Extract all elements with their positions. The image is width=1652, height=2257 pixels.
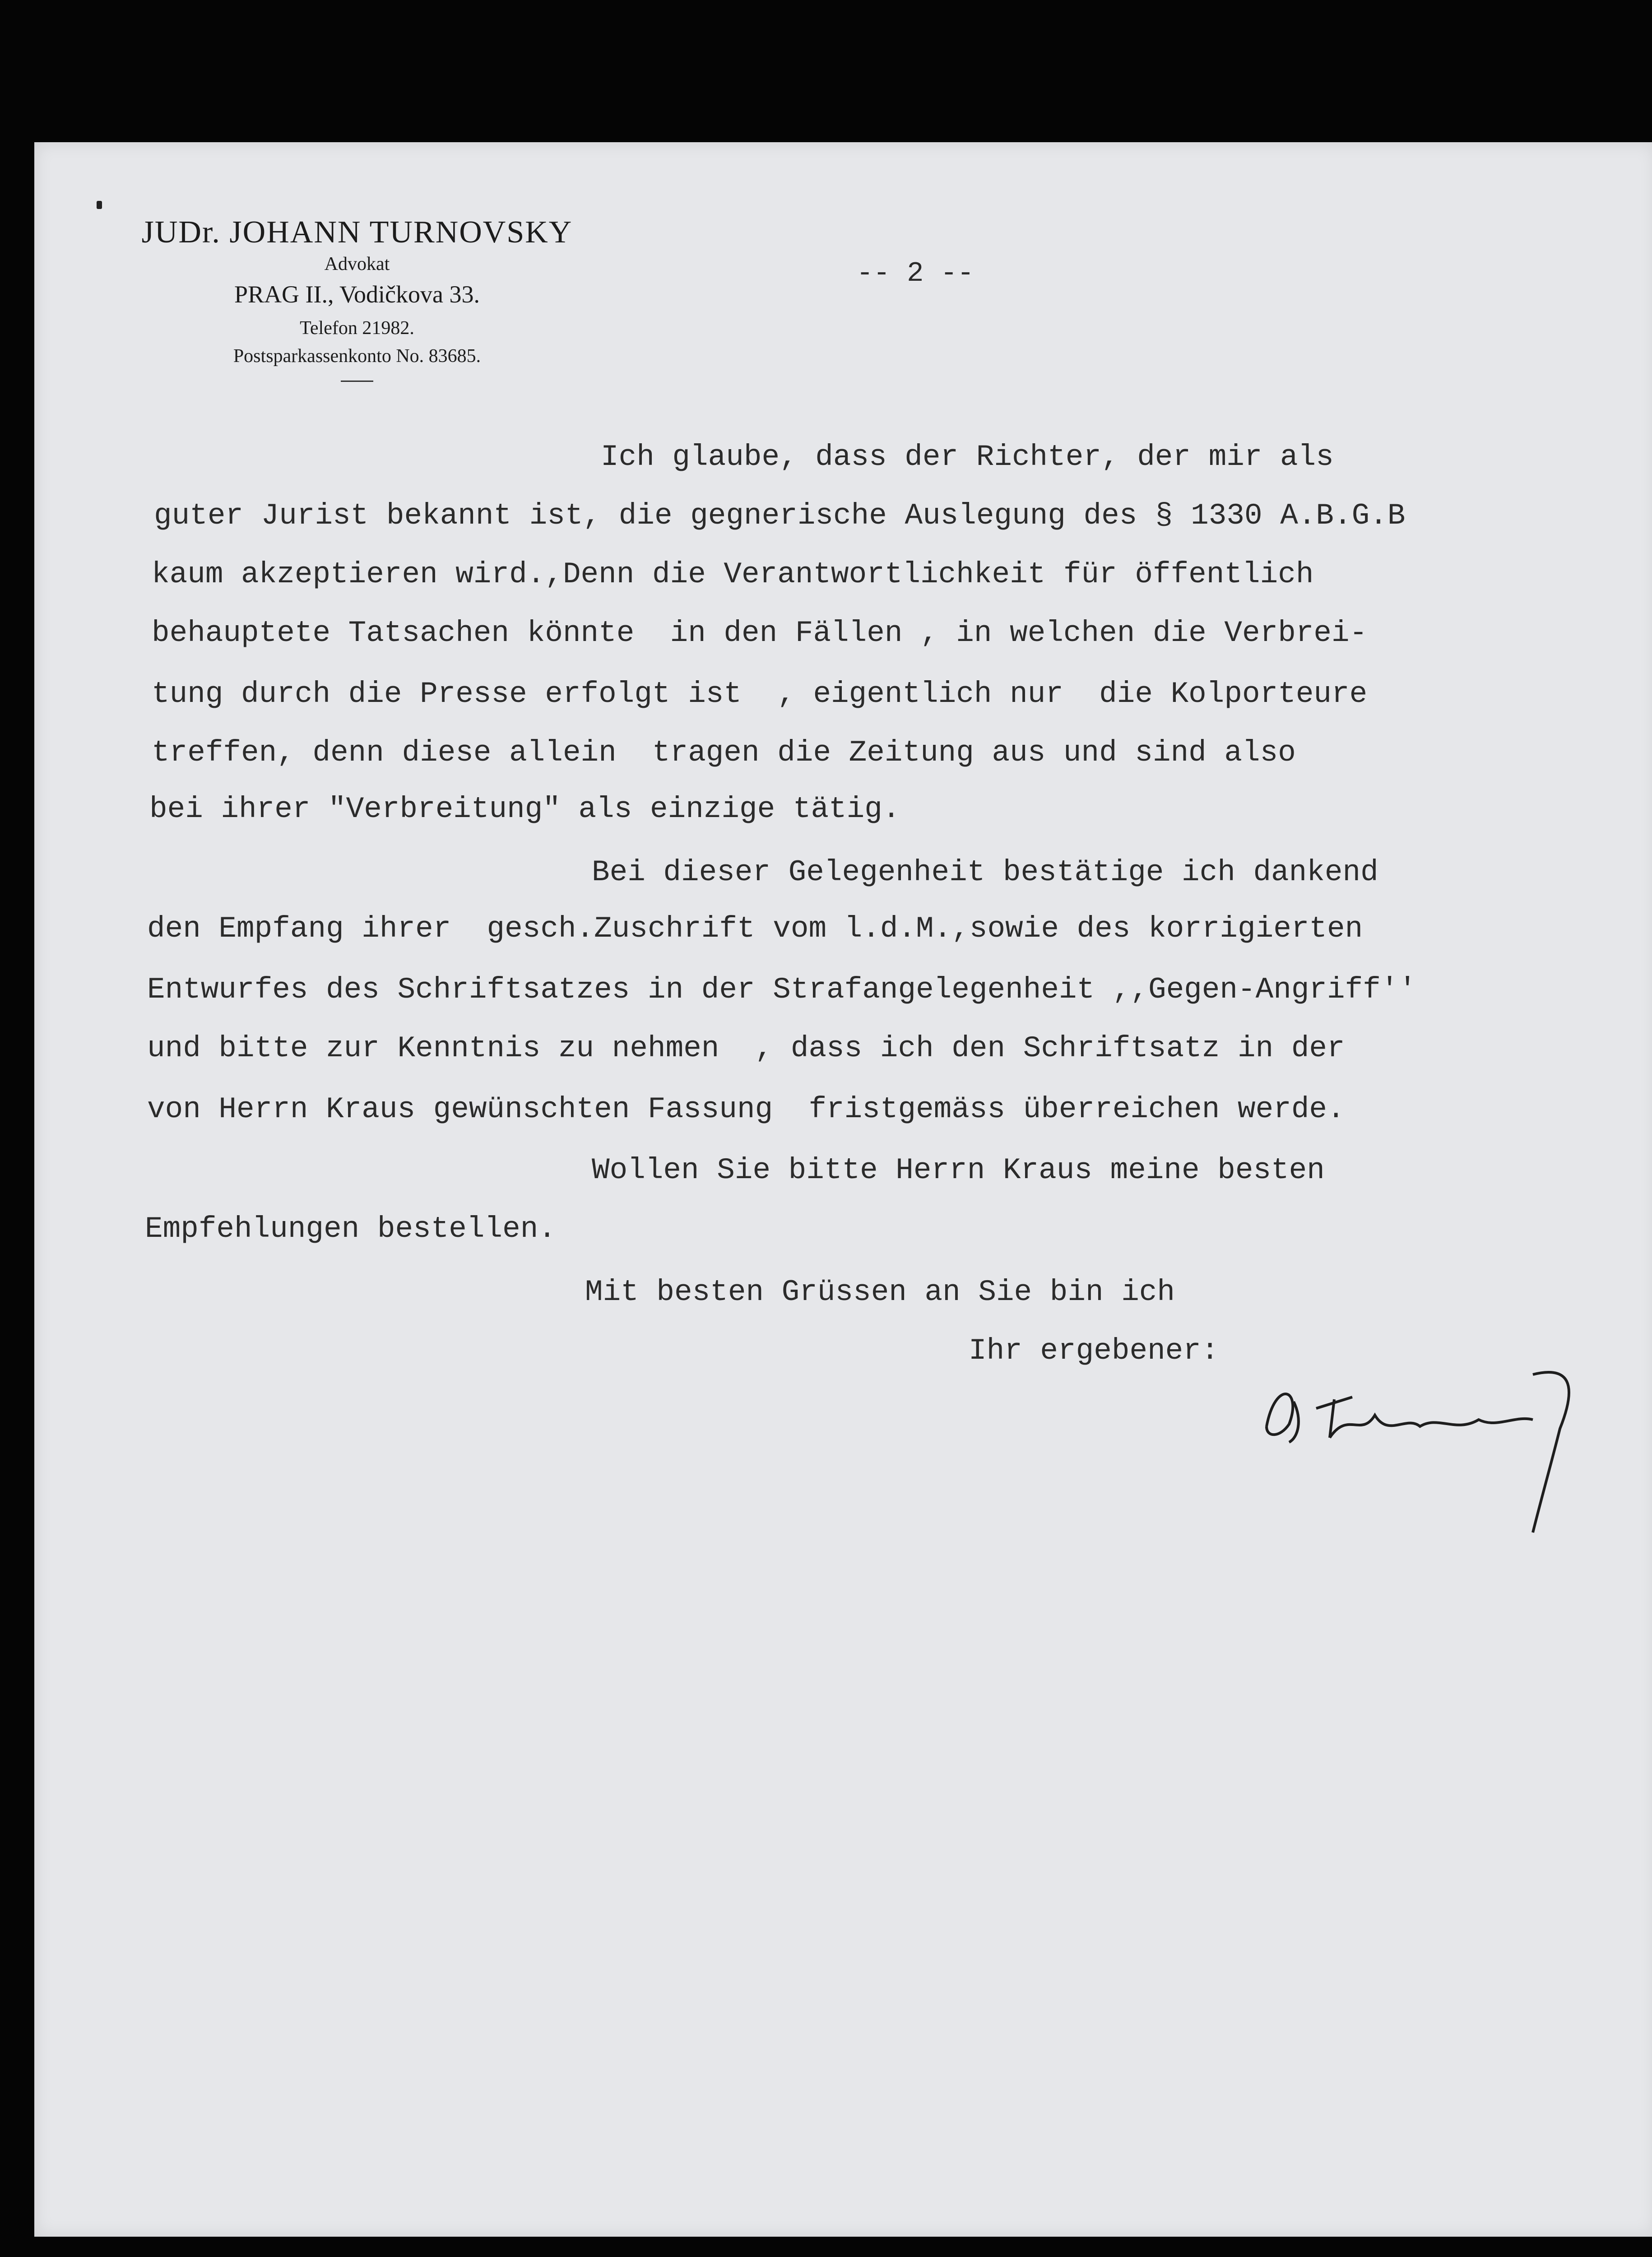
letterhead-divider: [341, 381, 373, 382]
page-number: -- 2 --: [856, 257, 974, 289]
letterhead-account: Postsparkassenkonto No. 83685.: [233, 346, 481, 367]
body-line: tung durch die Presse erfolgt ist , eigentlich nur die Kolporteure: [152, 677, 1368, 711]
handwritten-signature: [1262, 1347, 1587, 1537]
body-line: guter Jurist bekannt ist, die gegnerische Auslegung des § 1330 A.B.G.B: [154, 499, 1406, 533]
body-line: Empfehlungen bestellen.: [145, 1212, 556, 1246]
body-line: Wollen Sie bitte Herrn Kraus meine besten: [592, 1153, 1325, 1187]
letterhead-telephone: Telefon 21982.: [300, 318, 414, 339]
body-line: treffen, denn diese allein tragen die Zeitung aus und sind also: [152, 736, 1296, 770]
letterhead-address: PRAG II., Vodičkova 33.: [234, 281, 480, 308]
body-line: Ihr ergebener:: [969, 1334, 1219, 1368]
letterhead-profession: Advokat: [324, 254, 390, 274]
body-line: kaum akzeptieren wird.,Denn die Verantwortlichkeit für öffentlich: [152, 557, 1314, 591]
body-line: Bei dieser Gelegenheit bestätige ich dankend: [592, 855, 1378, 889]
body-line: bei ihrer "Verbreitung" als einzige tätig.: [149, 792, 900, 826]
body-line: behauptete Tatsachen könnte in den Fällen , in welchen die Verbrei-: [152, 616, 1368, 650]
body-line: den Empfang ihrer gesch.Zuschrift vom l.d.M.,sowie des korrigierten: [147, 912, 1363, 946]
body-line: Entwurfes des Schriftsatzes in der Strafangelegenheit ,,Gegen-Angriff'': [147, 973, 1417, 1007]
letterhead-name: JUDr. JOHANN TURNOVSKY: [141, 215, 573, 250]
body-line: Ich glaube, dass der Richter, der mir als: [601, 440, 1334, 474]
body-line: und bitte zur Kenntnis zu nehmen , dass ich den Schriftsatz in der: [147, 1031, 1345, 1065]
body-line: Mit besten Grüssen an Sie bin ich: [585, 1275, 1175, 1309]
body-line: von Herrn Kraus gewünschten Fassung fristgemäss überreichen werde.: [147, 1092, 1345, 1126]
punch-mark: [97, 201, 102, 209]
letterhead: [116, 214, 599, 382]
letter-page: [34, 142, 1652, 2237]
